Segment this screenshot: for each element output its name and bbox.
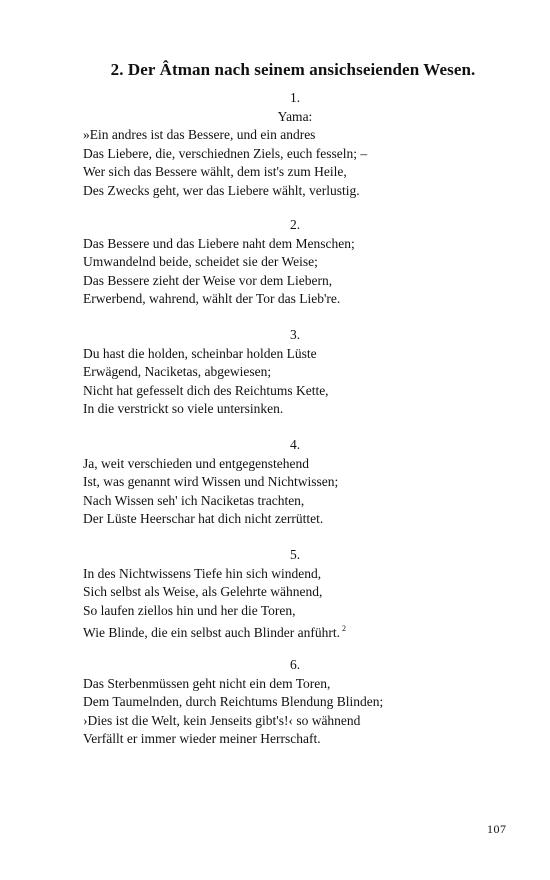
verse-line: Erwägend, Naciketas, abgewiesen; xyxy=(83,364,272,379)
verse-line: Das Bessere und das Liebere naht dem Menschen; xyxy=(83,235,355,251)
stanza-number: 5. xyxy=(289,547,301,562)
stanza-number: 2. xyxy=(289,217,301,232)
stanza-number: 3. xyxy=(289,327,301,342)
verse-line: Ist, was genannt wird Wissen und Nichtwissen; xyxy=(83,474,339,489)
verse-line: In die verstrickt so viele untersinken. xyxy=(83,401,284,416)
verse-line: Nach Wissen seh' ich Naciketas trachten, xyxy=(83,492,305,508)
section-title: 2. Der Âtman nach seinem ansichseienden Wesen. xyxy=(110,60,476,79)
stanza-4 xyxy=(83,436,503,529)
verse-line: Wer sich das Bessere wählt, dem ist's zum Heile, xyxy=(83,164,347,179)
page-number: 107 xyxy=(487,822,507,836)
stanza-number: 1. xyxy=(289,90,301,105)
verse-line: »Ein andres ist das Bessere, und ein andres xyxy=(83,127,316,142)
verse-line: Das Sterbenmüssen geht nicht ein dem Toren, xyxy=(83,675,331,691)
verse-line: In des Nichtwissens Tiefe hin sich windend, xyxy=(83,565,322,581)
stanza-1 xyxy=(83,89,503,200)
verse-line: Der Lüste Heerschar hat dich nicht zerrüttet. xyxy=(83,511,324,526)
verse-line: Dem Taumelnden, durch Reichtums Blendung Blinden; xyxy=(83,694,384,709)
verse-line: Ja, weit verschieden und entgegenstehend xyxy=(83,455,310,471)
verse-line: Umwandelnd beide, scheidet sie der Weise; xyxy=(83,254,318,269)
footnote-marker[interactable]: 2 xyxy=(342,624,347,633)
stanza-number: 6. xyxy=(289,657,301,672)
stanza-2 xyxy=(83,216,503,309)
verse-line: Du hast die holden, scheinbar holden Lüste xyxy=(83,345,317,361)
stanza-number: 4. xyxy=(289,437,301,452)
verse-line: ›Dies ist die Welt, kein Jenseits gibt's!‹ so wähnend xyxy=(83,712,361,728)
verse-line: Verfällt er immer wieder meiner Herrschaft. xyxy=(83,731,321,746)
stanza-6 xyxy=(83,656,503,749)
speaker-label: Yama: xyxy=(277,108,313,124)
stanza-5 xyxy=(83,546,503,639)
verse-line: Das Bessere zieht der Weise vor dem Liebern, xyxy=(83,272,333,288)
verse-line xyxy=(83,620,503,639)
verse-line: Nicht hat gefesselt dich des Reichtums Kette, xyxy=(83,382,329,398)
verse-line: Erwerbend, wahrend, wählt der Tor das Lieb're. xyxy=(83,291,341,306)
verse-line: Des Zwecks geht, wer das Liebere wählt, verlustig. xyxy=(83,182,360,198)
verse-line: So laufen ziellos hin und her die Toren, xyxy=(83,602,296,618)
verse-line-text: Wie Blinde, die ein selbst auch Blinder anführt. xyxy=(83,625,341,640)
verse-line: Das Liebere, die, verschiednen Ziels, euch fesseln; – xyxy=(83,145,368,161)
stanza-3 xyxy=(83,326,503,419)
verse-line: Sich selbst als Weise, als Gelehrte wähnend, xyxy=(83,584,323,599)
